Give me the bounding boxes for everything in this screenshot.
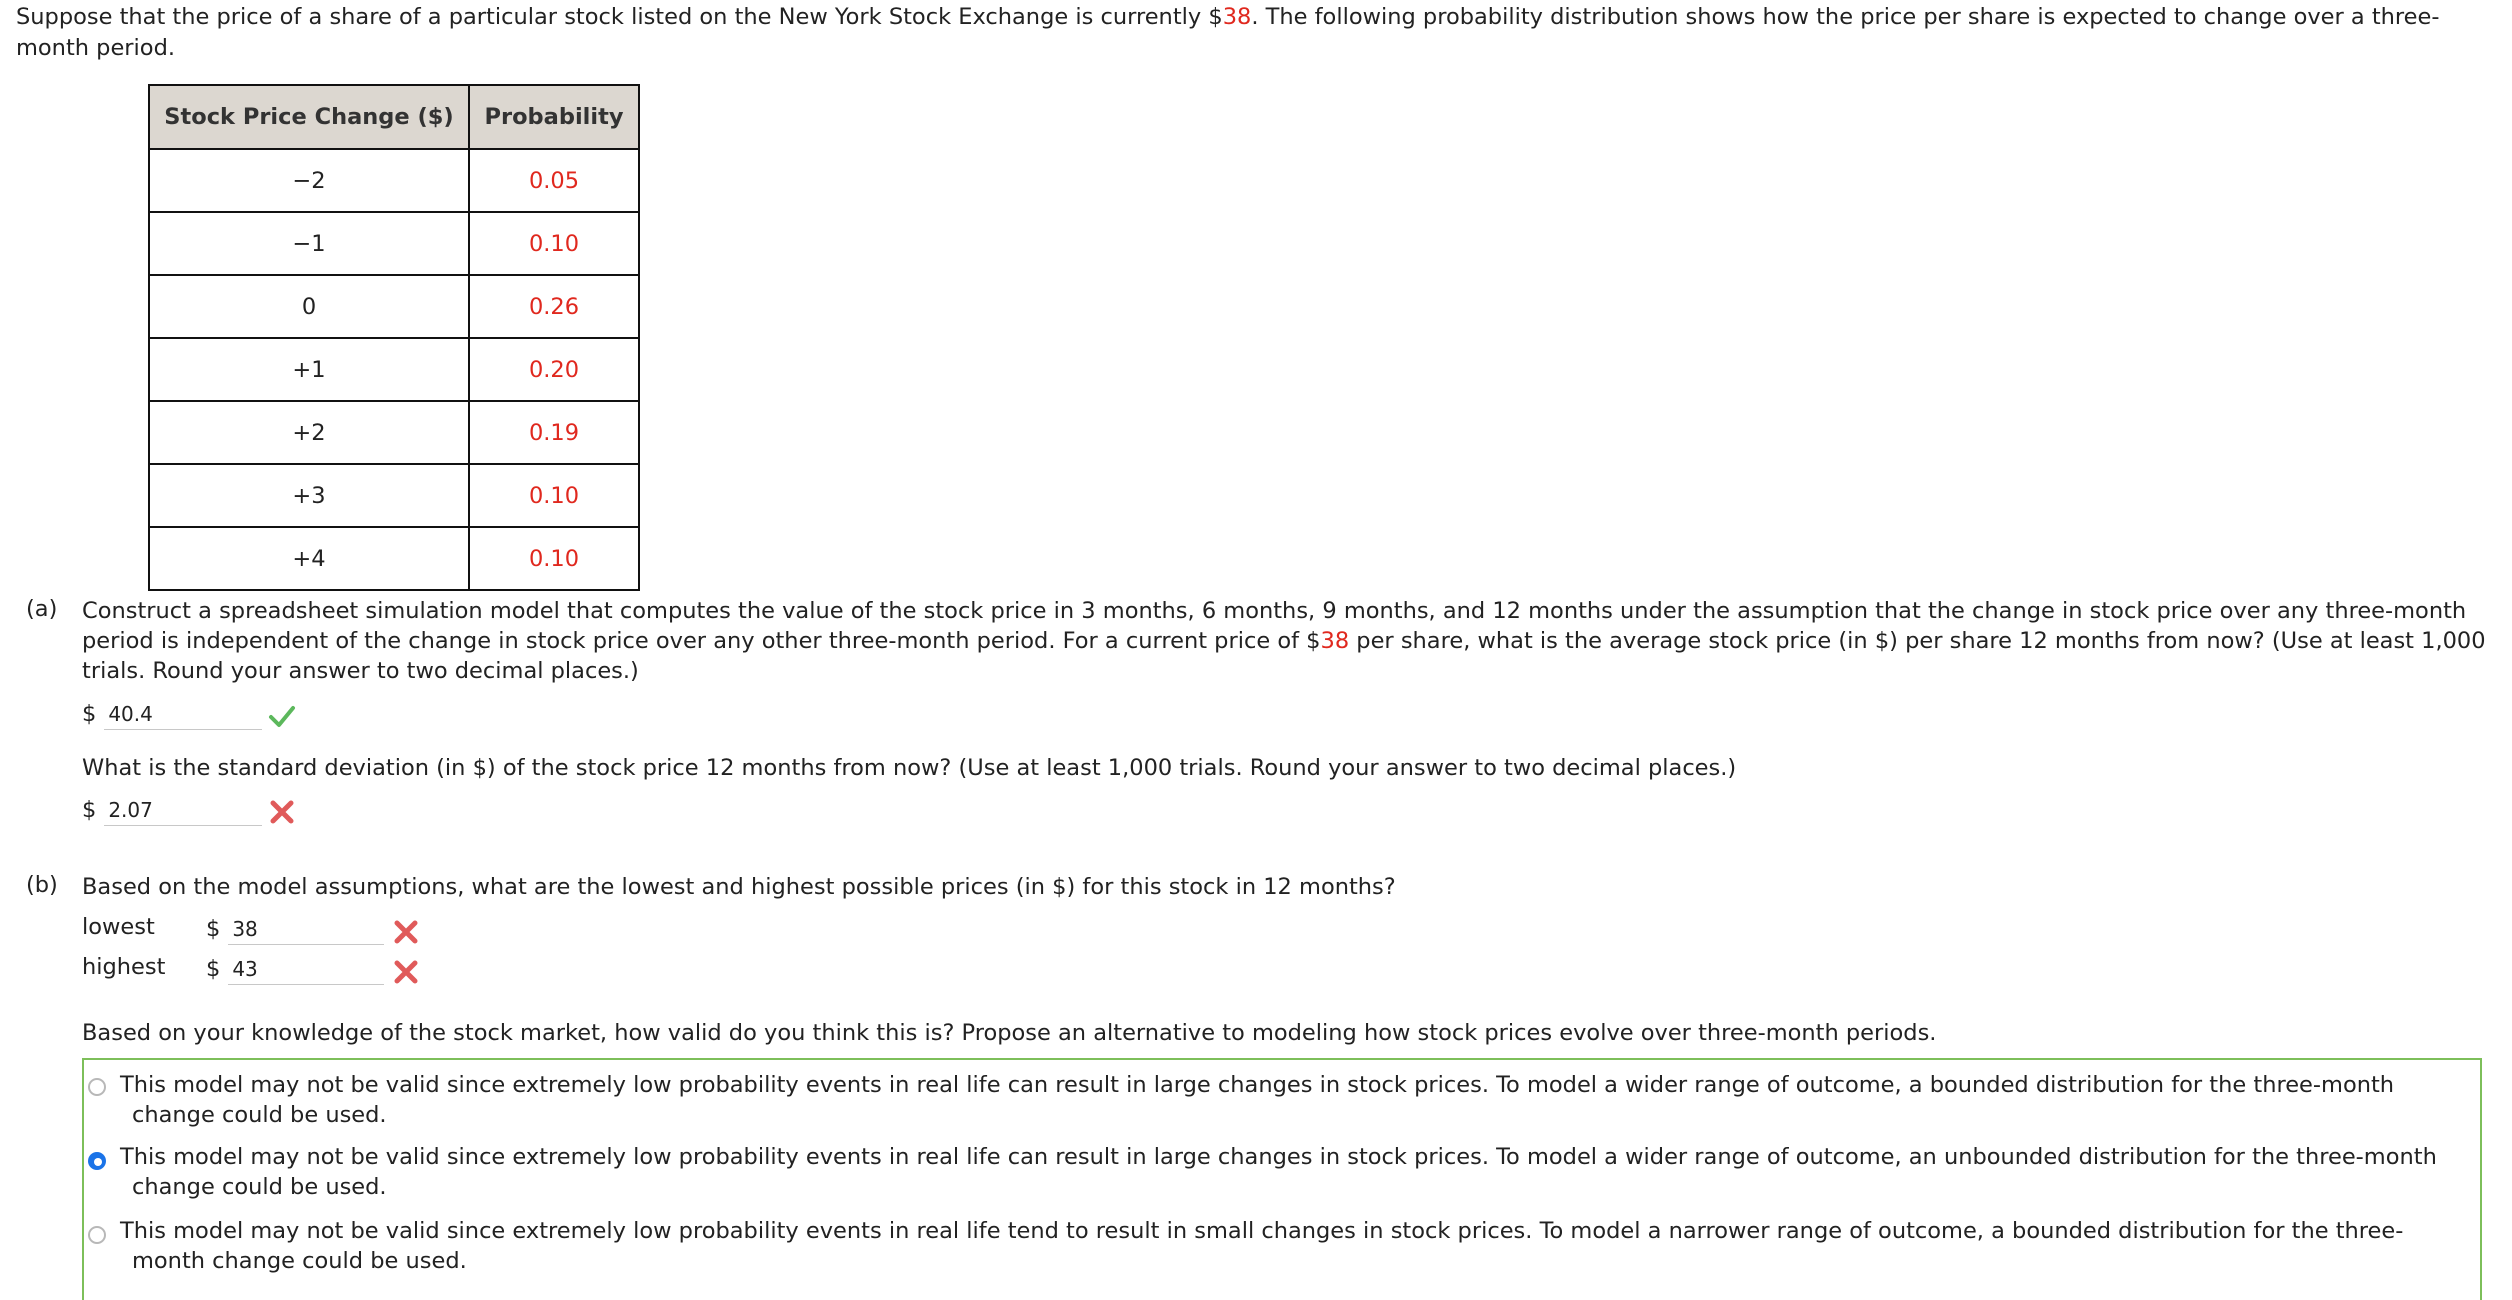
part-a-price: 38 — [1320, 628, 1350, 654]
probability-cell: 0.20 — [469, 338, 639, 401]
probability-cell: 0.05 — [469, 149, 639, 212]
cross-icon — [268, 798, 296, 826]
price-change-cell: −1 — [149, 212, 469, 275]
check-icon — [268, 702, 296, 730]
table-row — [149, 464, 639, 527]
part-a-question-text: Construct a spreadsheet simulation model that computes the value of the stock price in 3 months, 6 months, 9 months, and 12 months under the assumption that the change in stock price over any three-month period is independent of the change in stock price over any other three-month period. For a current price of $ — [82, 598, 2467, 654]
part-a-label: (a) — [26, 596, 58, 622]
intro-text: Suppose that the price of a share of a particular stock listed on the New York Stock Exchange is currently $ — [16, 4, 1223, 30]
lowest-answer — [206, 912, 384, 946]
price-change-cell: +2 — [149, 401, 469, 464]
option-text-2[interactable]: This model may not be valid since extremely low probability events in real life can result in large changes in stock prices. To model a wider range of outcome, an unbounded distribution for the three-month change could be used. — [120, 1144, 2437, 1200]
dollar-sign: $ — [82, 797, 97, 823]
option-text-1[interactable]: This model may not be valid since extremely low probability events in real life can result in large changes in stock prices. To model a wider range of outcome, a bounded distribution for the three-month change could be used. — [120, 1072, 2395, 1128]
option-radio-3[interactable] — [88, 1226, 106, 1244]
std-dev-input[interactable] — [104, 795, 262, 826]
price-change-cell: +3 — [149, 464, 469, 527]
header-price-change: Stock Price Change ($) — [149, 85, 469, 149]
average-price-input[interactable] — [104, 699, 262, 730]
table-row — [149, 527, 639, 590]
table-row — [149, 149, 639, 212]
probability-cell: 0.10 — [469, 527, 639, 590]
probability-cell: 0.10 — [469, 212, 639, 275]
table-row — [149, 212, 639, 275]
std-dev-question: What is the standard deviation (in $) of the stock price 12 months from now? (Use at least 1,000 trials. Round your answer to two decimal places.) — [82, 755, 1737, 781]
price-change-cell: +4 — [149, 527, 469, 590]
intro-text-end: . The following probability distribution shows how the price per share is expected to change over a three-month period. — [16, 4, 2440, 61]
option-radio-2[interactable] — [88, 1152, 106, 1170]
cross-icon — [392, 918, 420, 946]
price-change-cell: 0 — [149, 275, 469, 338]
option-radio-1[interactable] — [88, 1078, 106, 1096]
part-a-question-text-end: per share, what is the average stock price (in $) per share 12 months from now? (Use at least 1,000 trials. Round your answer to two decimal places.) — [82, 628, 2486, 684]
average-price-answer — [82, 697, 262, 731]
table-row — [149, 401, 639, 464]
intro-price: 38 — [1222, 4, 1252, 30]
problem-intro — [16, 2, 2496, 64]
probability-cell: 0.26 — [469, 275, 639, 338]
highest-price-input[interactable] — [228, 954, 384, 985]
part-a-question — [82, 596, 2502, 686]
dollar-sign: $ — [82, 701, 97, 727]
table-row — [149, 338, 639, 401]
table-row — [149, 275, 639, 338]
dollar-sign: $ — [206, 956, 221, 982]
probability-cell: 0.19 — [469, 401, 639, 464]
lowest-label: lowest — [82, 914, 155, 940]
price-change-cell: −2 — [149, 149, 469, 212]
price-range-question: Based on the model assumptions, what are the lowest and highest possible prices (in $) for this stock in 12 months? — [82, 874, 1396, 900]
highest-label: highest — [82, 954, 166, 980]
probability-cell: 0.10 — [469, 464, 639, 527]
price-change-cell: +1 — [149, 338, 469, 401]
validity-question: Based on your knowledge of the stock market, how valid do you think this is? Propose an alternative to modeling how stock prices evolve over three-month periods. — [82, 1020, 1937, 1046]
answer-choices — [82, 1058, 2482, 1300]
std-dev-answer — [82, 793, 262, 827]
highest-answer — [206, 952, 384, 986]
cross-icon — [392, 958, 420, 986]
dollar-sign: $ — [206, 916, 221, 942]
part-b-label: (b) — [26, 872, 58, 898]
lowest-price-input[interactable] — [228, 914, 384, 945]
probability-table — [148, 84, 640, 591]
header-probability: Probability — [469, 85, 639, 149]
option-text-3[interactable]: This model may not be valid since extremely low probability events in real life tend to result in small changes in stock prices. To model a narrower range of outcome, a bounded distribution for the three-month change could be used. — [120, 1218, 2404, 1274]
